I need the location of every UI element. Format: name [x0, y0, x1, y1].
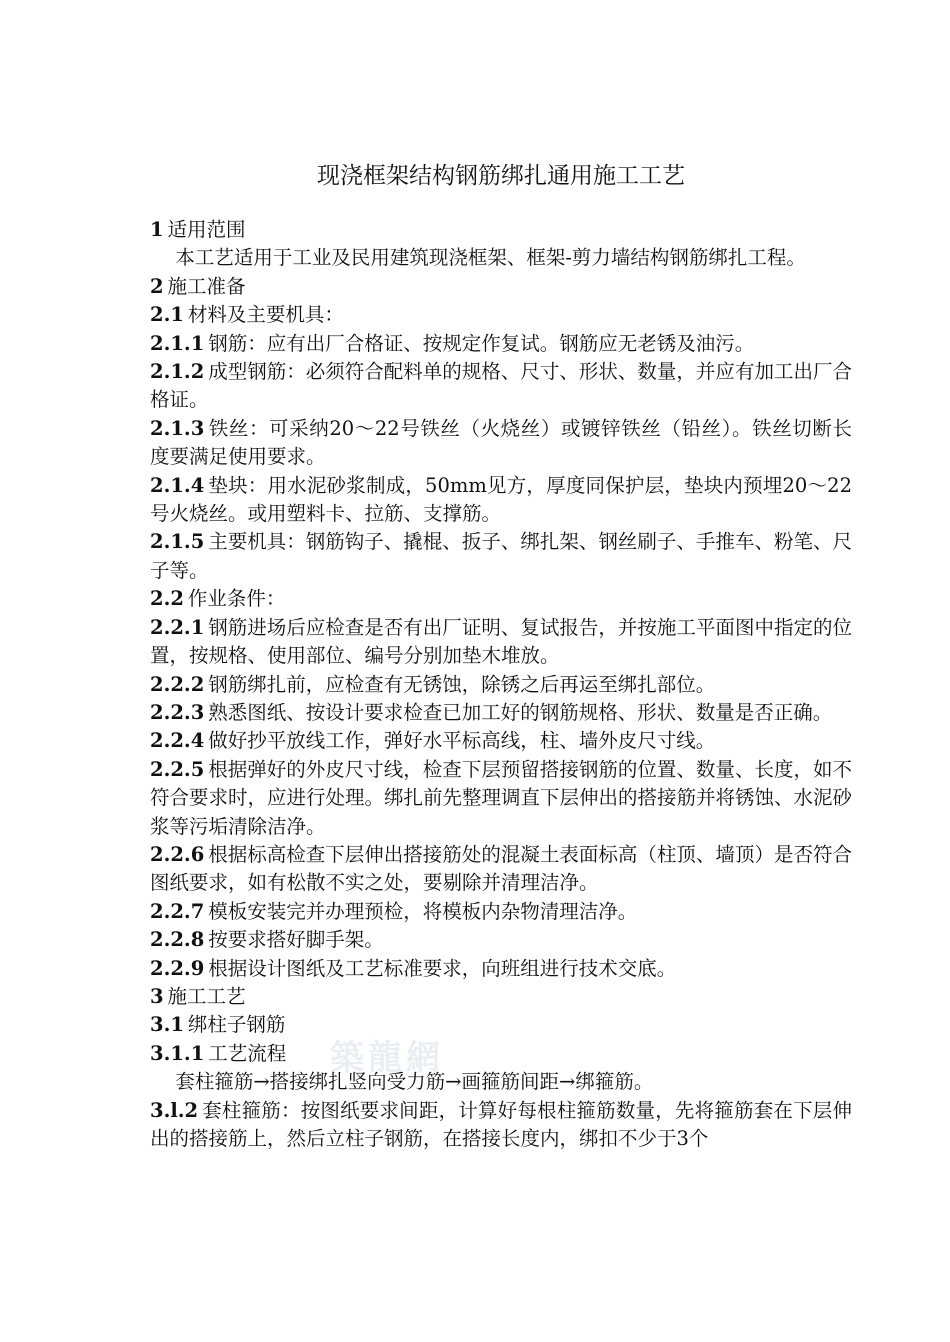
- paragraph-text: 根据弹好的外皮尺寸线，检查下层预留搭接钢筋的位置、数量、长度，如不符合要求时，应进行处理。绑扎前先整理调直下层伸出的搭接筋并将锈蚀、水泥砂浆等污垢清除洁净。: [150, 757, 853, 838]
- section-number: 2: [150, 274, 164, 298]
- paragraph: [150, 585, 852, 613]
- paragraph-text: 施工工艺: [167, 984, 246, 1008]
- paragraph: [150, 898, 852, 926]
- paragraph-text: 套柱箍筋：按图纸要求间距，计算好每根柱箍筋数量，先将箍筋套在下层伸出的搭接筋上，然后立柱子钢筋，在搭接长度内，绑扣不少于3个: [150, 1098, 852, 1150]
- section-number: 3.l.2: [150, 1098, 199, 1122]
- paragraph-text: 模板安装完并办理预检，将模板内杂物清理洁净。: [208, 899, 638, 923]
- paragraph: [150, 358, 852, 415]
- paragraph-text: 做好抄平放线工作，弹好水平标高线，柱、墙外皮尺寸线。: [208, 729, 716, 753]
- paragraph: [150, 528, 852, 585]
- section-number: 2.1.3: [150, 416, 205, 440]
- section-number: 2.2.3: [150, 700, 205, 724]
- section-number: 2.2.7: [150, 899, 205, 923]
- paragraph-text: 材料及主要机具：: [187, 303, 344, 327]
- paragraph: [150, 699, 852, 727]
- section-number: 2.1: [150, 303, 184, 327]
- paragraph-text: 根据标高检查下层伸出搭接筋处的混凝土表面标高（柱顶、墙顶）是否符合图纸要求，如有松散不实之处，要剔除并清理洁净。: [150, 842, 852, 895]
- paragraph: [150, 983, 852, 1011]
- paragraph-text: 钢筋进场后应检查是否有出厂证明、复试报告，并按施工平面图中指定的位置，按规格、使用部位、编号分别加垫木堆放。: [150, 615, 852, 668]
- document-title: 现浇框架结构钢筋绑扎通用施工工艺: [317, 163, 685, 189]
- section-number: 2.2.6: [150, 842, 205, 866]
- section-number: 2.1.5: [150, 530, 205, 554]
- section-number: 2.2.8: [150, 928, 205, 952]
- paragraph: [150, 671, 852, 699]
- paragraph: [150, 301, 852, 329]
- section-number: 3.1: [150, 1013, 184, 1037]
- paragraph-text: 按要求搭好脚手架。: [208, 928, 384, 952]
- paragraph-text: 主要机具：钢筋钩子、撬棍、扳子、绑扎架、钢丝刷子、手推车、粉笔、尺子等。: [150, 530, 852, 582]
- paragraph: [150, 472, 852, 529]
- paragraph: [150, 216, 852, 244]
- section-number: 2.2.5: [150, 757, 205, 781]
- section-number: 2.2.4: [150, 729, 205, 753]
- section-number: 1: [150, 218, 164, 241]
- section-number: 2.2: [150, 587, 184, 611]
- paragraph-text: 成型钢筋：必须符合配料单的规格、尺寸、形状、数量，并应有加工出厂合格证。: [150, 360, 852, 412]
- paragraph: [150, 614, 852, 671]
- paragraph: [150, 1011, 852, 1039]
- document-body: [150, 216, 852, 1153]
- paragraph-text: 作业条件：: [187, 587, 286, 611]
- section-number: 2.2.2: [150, 672, 205, 696]
- paragraph: [150, 244, 852, 272]
- watermark-logo: 築龍網: [330, 1038, 444, 1078]
- paragraph: [150, 727, 852, 755]
- paragraph-text: 熟悉图纸、按设计要求检查已加工好的钢筋规格、形状、数量是否正确。: [208, 700, 833, 724]
- paragraph-text: 铁丝：可采纳20～22号铁丝（火烧丝）或镀锌铁丝（铅丝）。铁丝切断长度要满足使用要求。: [150, 416, 852, 469]
- paragraph-text: 垫块：用水泥砂浆制成，50mm见方，厚度同保护层，垫块内预埋20～22号火烧丝。或用塑料卡、拉筋、支撑筋。: [150, 473, 852, 526]
- paragraph: [150, 955, 852, 983]
- paragraph: [150, 330, 852, 358]
- section-number: 2.1.2: [150, 360, 205, 384]
- paragraph: [150, 756, 852, 841]
- paragraph-text: 钢筋绑扎前，应检查有无锈蚀，除锈之后再运至绑扎部位。: [208, 672, 716, 696]
- paragraph-text: 适用范围: [167, 218, 246, 241]
- paragraph: [150, 1040, 852, 1068]
- paragraph-text: 套柱箍筋→搭接绑扎竖向受力筋→画箍筋间距→绑箍筋。: [175, 1070, 654, 1094]
- section-number: 2.1.1: [150, 331, 205, 355]
- paragraph-text: 绑柱子钢筋: [187, 1013, 286, 1037]
- paragraph-text: 工艺流程: [208, 1041, 287, 1065]
- paragraph-text: 根据设计图纸及工艺标准要求，向班组进行技术交底。: [208, 956, 677, 980]
- section-number: 2.1.4: [150, 473, 205, 497]
- paragraph: [150, 415, 852, 472]
- paragraph: [150, 841, 852, 898]
- paragraph: [150, 1068, 852, 1096]
- paragraph-text: 钢筋：应有出厂合格证、按规定作复试。钢筋应无老锈及油污。: [208, 331, 755, 355]
- paragraph-text: 本工艺适用于工业及民用建筑现浇框架、框架-剪力墙结构钢筋绑扎工程。: [175, 246, 806, 270]
- paragraph: [150, 1097, 852, 1154]
- section-number: 2.2.9: [150, 956, 205, 980]
- section-number: 3.1.1: [150, 1041, 205, 1065]
- paragraph: [150, 273, 852, 301]
- section-number: 2.2.1: [150, 615, 205, 639]
- section-number: 3: [150, 984, 164, 1008]
- paragraph: [150, 926, 852, 954]
- paragraph-text: 施工准备: [167, 274, 246, 298]
